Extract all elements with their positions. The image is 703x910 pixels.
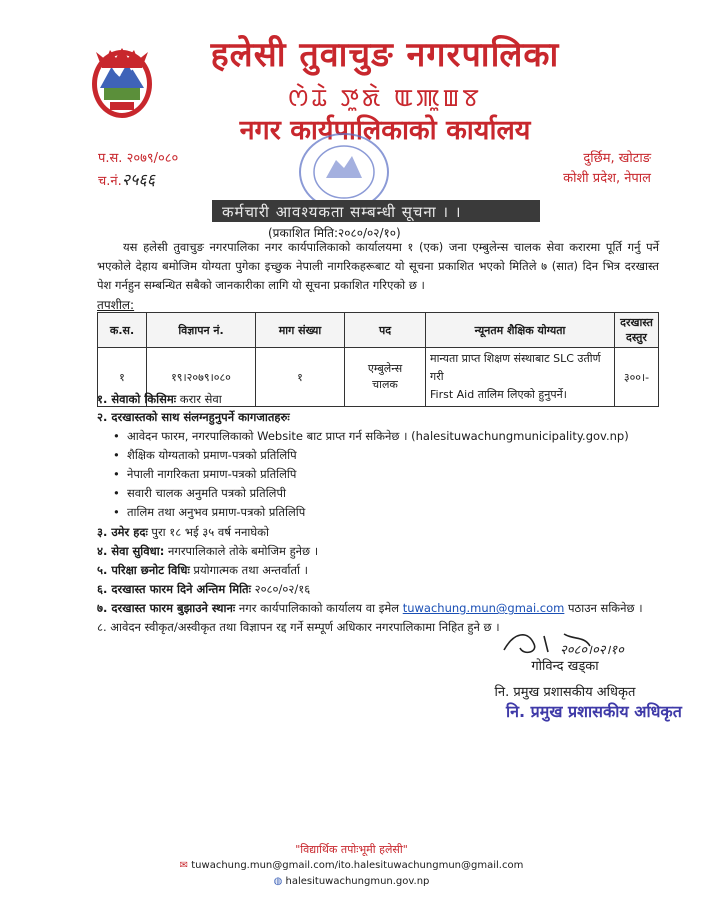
footer-motto: "विद्यार्थिक तपोःभूमी हलेसी"	[295, 843, 408, 856]
list-item: • आवेदन फारम, नगरपालिकाको Website बाट प्राप्त गर्न सकिनेछ । (halesituwachungmunicipality.gov.np)	[127, 429, 629, 444]
item-submission-place: ७. दरखास्त फारम बुझाउने स्थानः नगर कार्यपालिकाको कार्यालय वा इमेल tuwachung.mun@gmai.com पठाउन सकिनेछ ।	[97, 601, 643, 615]
col-ad-no: विज्ञापन नं.	[147, 313, 256, 348]
col-qualification: न्यूनतम शैक्षिक योग्यता	[426, 313, 615, 348]
signature-date: २०८०।०२।१०	[560, 643, 624, 658]
item-deadline: ६. दरखास्त फारम दिने अन्तिम मितिः २०८०/०२/१६	[97, 582, 311, 596]
submission-email-link[interactable]: tuwachung.mun@gmai.com	[402, 601, 565, 615]
mail-icon: ✉	[179, 860, 189, 871]
list-item: • नेपाली नागरिकता प्रमाण-पत्रको प्रतिलिपि	[127, 467, 296, 482]
col-sn: क.स.	[98, 313, 147, 348]
footer-email-links[interactable]: tuwachung.mun@gmail.com/ito.halesituwachungmun@gmail.com	[191, 860, 524, 871]
list-item: • शैक्षिक योग्यताको प्रमाण-पत्रको प्रतिलिपि	[127, 448, 297, 463]
cell-sn: १	[98, 348, 147, 407]
cell-qualification: मान्यता प्राप्त शिक्षण संस्थाबाट SLC उतीर्ण गरी First Aid तालिम लिएको हुनुपर्ने।	[426, 348, 615, 407]
item-authority: ८. आवेदन स्वीकृत/अस्वीकृत तथा विज्ञापन रद्द गर्ने सम्पूर्ण अधिकार नगरपालिकामा निहित हुने छ ।	[97, 620, 500, 634]
ref-fiscal-year: प.स. २०७९/०८०	[98, 151, 179, 166]
cell-ad-no: १९।२०७९।०८०	[147, 348, 256, 407]
signature-block	[470, 620, 660, 700]
cell-fee: ३००।-	[615, 348, 659, 407]
cell-post: एम्बुलेन्स चालक	[345, 348, 426, 407]
table-header-row	[98, 313, 659, 348]
col-count: माग संख्या	[256, 313, 345, 348]
footer-website	[0, 876, 703, 887]
address-line-2: कोशी प्रदेश, नेपाल	[563, 171, 651, 186]
item-service-type: १. सेवाको किसिमः करार सेवा	[97, 392, 222, 406]
signer-name: गोविन्द खड्का	[531, 659, 599, 674]
globe-icon: ◍	[273, 876, 283, 887]
signature-dots	[470, 620, 660, 656]
item-facilities: ४. सेवा सुविधा: नगरपालिकाले तोके बमोजिम हुनेछ ।	[97, 544, 319, 558]
office-name: नगर कार्यपालिकाको कार्यालय	[239, 115, 531, 146]
cell-count: १	[256, 348, 345, 407]
footer-website-link[interactable]: halesituwachungmun.gov.np	[285, 876, 430, 887]
item-age-limit: ३. उमेर हदः पुरा १८ भई ३५ वर्ष ननाघेको	[97, 525, 269, 539]
item-documents-heading: २. दरखास्तको साथ संलग्नहुनुपर्ने कागजातहरुः	[97, 410, 290, 424]
notice-paragraph: यस हलेसी तुवाचुङ नगरपालिका नगर कार्यपालिकाको कार्यालयमा १ (एक) जना एम्बुलेन्स चालक सेवा करारमा पूर्ति गर्नु पर्ने भएकोले देहाय बमोजिम योग्यता पुगेका इच्छुक नेपाली नागरिकहरूबाट यो सूचना प्रकाशित भएको मितिले ७ (सात) दिन भित्र दरखास्त पेश गर्नहुन सम्बन्धित सबैको जानकारीका लागि यो सूचना प्रकाशित गरिएको छ ।	[97, 240, 659, 292]
list-item: • सवारी चालक अनुमति पत्रको प्रतिलिपी	[127, 486, 286, 501]
item-selection-method: ५. परिक्षा छनोट विधिः प्रयोगात्मक तथा अन्तर्वार्ता ।	[97, 563, 309, 577]
notice-title: कर्मचारी आवश्यकता सम्बन्धी सूचना । ।	[212, 200, 540, 222]
details-heading: तपशील:	[97, 298, 135, 312]
ref-dispatch-number: च.नं.२५६६	[98, 170, 156, 189]
signer-designation: नि. प्रमुख प्रशासकीय अधिकृत	[494, 685, 636, 700]
col-fee: दरखास्त दस्तुर	[615, 313, 659, 348]
municipality-name: हलेसी तुवाचुङ नगरपालिका	[210, 35, 560, 75]
footer-emails	[0, 860, 703, 871]
list-item: • तालिम तथा अनुभव प्रमाण-पत्रको प्रतिलिपि	[127, 505, 305, 520]
designation-stamp: नि. प्रमुख प्रशासकीय अधिकृत	[506, 702, 682, 721]
municipality-emblem	[90, 44, 154, 120]
published-date: (प्रकाशित मिति:२०८०/०२/१०)	[268, 226, 401, 240]
col-post: पद	[345, 313, 426, 348]
address-line-1: दुर्छिम, खोटाङ	[583, 151, 651, 166]
municipality-name-script: ꯁꯥꯊꯥ ꯇꯨꯗꯥ ꯑꯄꯨꯡꯕ	[288, 84, 482, 112]
